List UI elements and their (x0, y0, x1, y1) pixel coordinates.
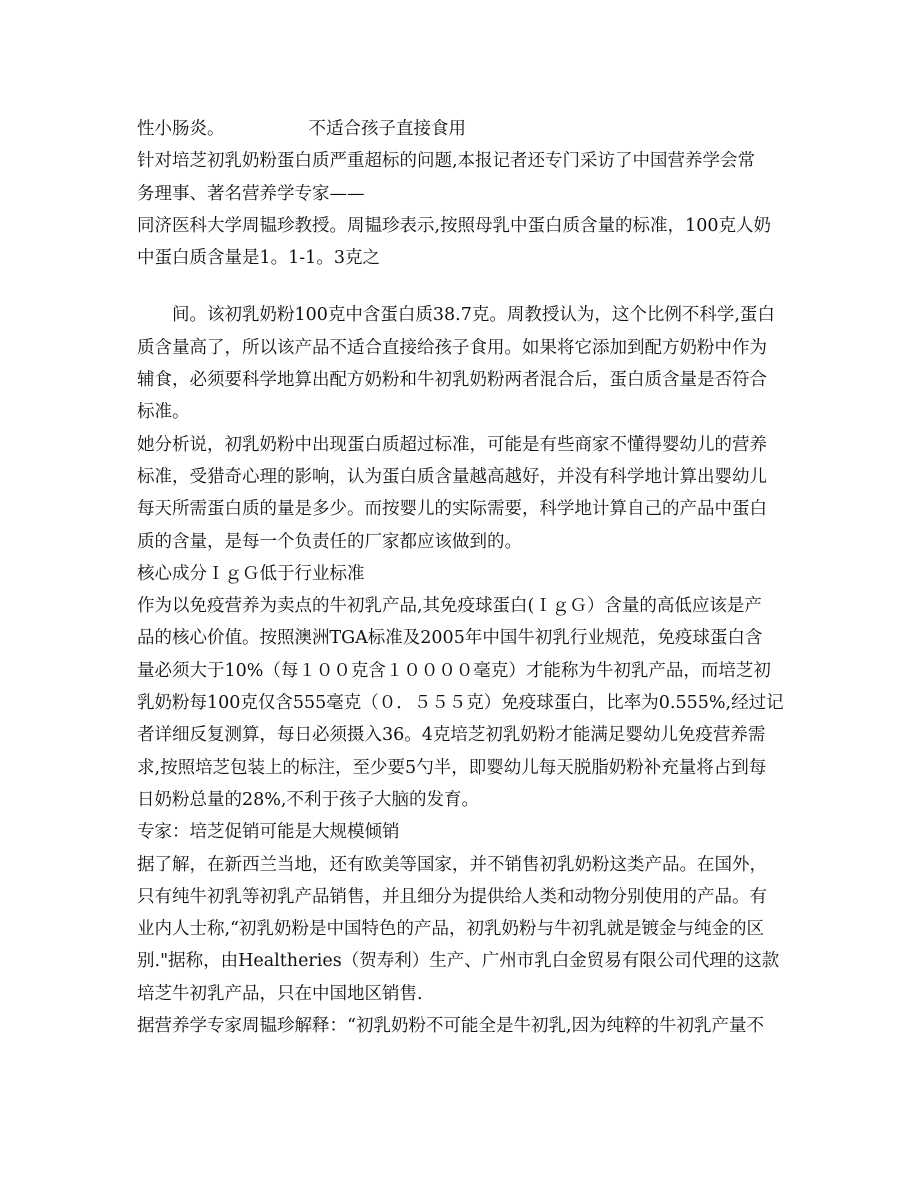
paragraph-gap (137, 274, 797, 299)
text-line: 中蛋白质含量是1。1-1。3克之 (137, 248, 380, 269)
text-line: 求,按照培芝包装上的标注，至少要5勺半，即婴幼儿每天脱脂奶粉补充量将占到每 (137, 757, 767, 778)
text-line: 据营养学专家周韫珍解释：“初乳奶粉不可能全是牛初乳,因为纯粹的牛初乳产量不 (137, 1016, 765, 1037)
text-line: 培芝牛初乳产品，只在中国地区销售. (137, 983, 423, 1004)
text-line: 性小肠炎。 不适合孩子直接食用 (137, 119, 466, 139)
text-line: 质含量高了，所以该产品不适合直接给孩子食用。如果将它添加到配方奶粉中作为 (137, 337, 767, 358)
text-line: 据了解，在新西兰当地，还有欧美等国家，并不销售初乳奶粉这类产品。在国外， (137, 854, 767, 875)
text-line: 量必须大于10%（每１００克含１００００毫克）才能称为牛初乳产品，而培芝初 (137, 660, 771, 681)
article-body (137, 113, 797, 1042)
text-line: 品的核心价值。按照澳洲TGA标准及2005年中国牛初乳行业规范，免疫球蛋白含 (137, 628, 763, 649)
text-line: 标准。 (137, 402, 190, 423)
text-line: 同济医科大学周韫珍教授。周韫珍表示,按照母乳中蛋白质含量的标准，100克人奶 (137, 215, 771, 236)
text-line: 辅食，必须要科学地算出配方奶粉和牛初乳奶粉两者混合后，蛋白质含量是否符合 (137, 370, 767, 391)
text-line: 务理事、著名营养学专家—— (137, 183, 365, 204)
section-heading: 核心成分ＩｇＧ低于行业标准 (137, 563, 365, 584)
text-line: 者详细反复测算，每日必须摄入36。4克培芝初乳奶粉才能满足婴幼儿免疫营养需 (137, 725, 766, 746)
text-line: 标准，受猎奇心理的影响，认为蛋白质含量越高越好，并没有科学地计算出婴幼儿 (137, 466, 767, 487)
text-line: 间。该初乳奶粉100克中含蛋白质38.7克。周教授认为，这个比例不科学,蛋白 (172, 305, 775, 326)
text-line: 每天所需蛋白质的量是多少。而按婴儿的实际需要，科学地计算自己的产品中蛋白 (137, 499, 767, 520)
text-line: 作为以免疫营养为卖点的牛初乳产品,其免疫球蛋白(ＩｇＧ）含量的高低应该是产 (137, 596, 762, 617)
text-line: 日奶粉总量的28%,不利于孩子大脑的发育。 (137, 789, 479, 810)
text-line: 业内人士称,“初乳奶粉是中国特色的产品，初乳奶粉与牛初乳就是镀金与纯金的区 (137, 919, 765, 940)
text-line: 只有纯牛初乳等初乳产品销售，并且细分为提供给人类和动物分别使用的产品。有 (137, 886, 767, 907)
text-line: 针对培芝初乳奶粉蛋白质严重超标的问题,本报记者还专门采访了中国营养学会常 (137, 151, 756, 172)
text-line: 乳奶粉每100克仅含555毫克（０．５５５克）免疫球蛋白，比率为0.555%,经过记 (137, 693, 784, 714)
text-line: 质的含量，是每一个负责任的厂家都应该做到的。 (137, 531, 522, 552)
section-heading: 专家：培芝促销可能是大规模倾销 (137, 822, 400, 843)
text-line: 别."据称，由Healtheries（贺寿利）生产、广州市乳白金贸易有限公司代理的这款 (137, 951, 780, 972)
section-heading: 不适合孩子直接食用 (308, 119, 466, 139)
text-line: 她分析说，初乳奶粉中出现蛋白质超过标准，可能是有些商家不懂得婴幼儿的营养 (137, 434, 767, 455)
